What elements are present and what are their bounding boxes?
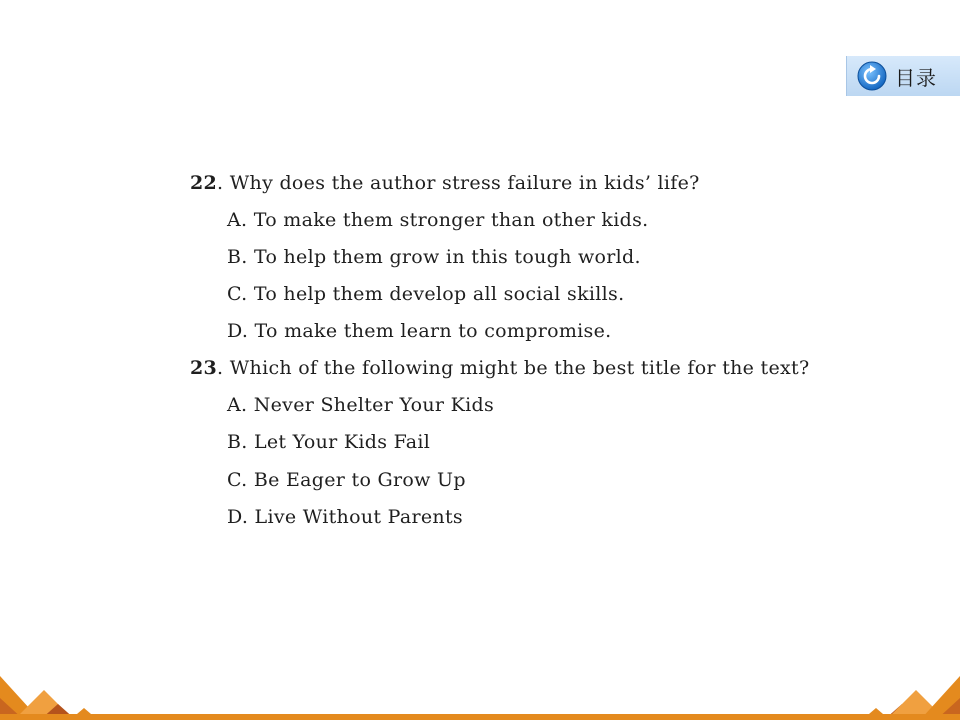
question-text: . Which of the following might be the best title for the text?	[217, 357, 810, 379]
option-23-c[interactable]: C. Be Eager to Grow Up	[227, 469, 466, 491]
question-text: . Why does the author stress failure in kids’ life?	[217, 172, 700, 194]
option-22-a[interactable]: A. To make them stronger than other kids.	[227, 209, 649, 231]
question-23	[190, 357, 809, 379]
question-22	[190, 172, 700, 194]
option-23-d[interactable]: D. Live Without Parents	[227, 506, 463, 528]
option-23-a[interactable]: A. Never Shelter Your Kids	[227, 394, 495, 416]
corner-decoration-left	[0, 668, 100, 720]
corner-decoration-right	[860, 668, 960, 720]
question-number: 22	[190, 172, 218, 194]
question-number: 23	[190, 357, 218, 379]
option-22-c[interactable]: C. To help them develop all social skills.	[227, 283, 625, 305]
option-23-b[interactable]: B. Let Your Kids Fail	[227, 431, 431, 453]
option-22-b[interactable]: B. To help them grow in this tough world.	[227, 246, 641, 268]
toc-label: 目录	[895, 65, 937, 90]
option-22-d[interactable]: D. To make them learn to compromise.	[227, 320, 612, 342]
bottom-bar	[0, 714, 960, 720]
